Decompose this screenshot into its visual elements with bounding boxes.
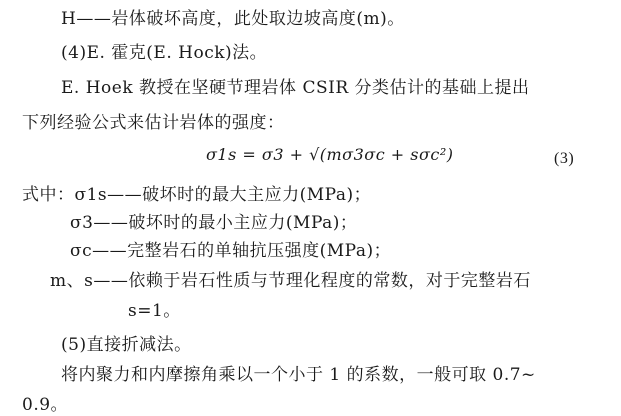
text-line-6: σ3——破坏时的最小主应力(MPa)； bbox=[70, 213, 358, 233]
text-line-9: s=1。 bbox=[128, 301, 181, 321]
equation-number: (3) bbox=[554, 150, 575, 167]
formula: σ1s = σ3 + √(mσ3σc + sσc²) bbox=[206, 145, 454, 164]
text-line-3: E. Hoek 教授在坚硬节理岩体 CSIR 分类估计的基础上提出 bbox=[61, 78, 530, 98]
text-line-12: 0.9。 bbox=[22, 395, 69, 415]
text-line-10: (5)直接折减法。 bbox=[61, 335, 192, 355]
text-line-5: 式中：σ1s——破坏时的最大主应力(MPa)； bbox=[22, 185, 372, 205]
text-line-1: H——岩体破坏高度，此处取边坡高度(m)。 bbox=[61, 9, 405, 29]
text-line-11: 将内聚力和内摩擦角乘以一个小于 1 的系数，一般可取 0.7~ bbox=[61, 365, 536, 385]
text-line-8: m、s——依赖于岩石性质与节理化程度的常数，对于完整岩石 bbox=[50, 271, 531, 291]
text-line-4: 下列经验公式来估计岩体的强度： bbox=[22, 113, 285, 133]
text-line-7: σc——完整岩石的单轴抗压强度(MPa)； bbox=[70, 241, 392, 261]
text-line-2: (4)E. 霍克(E. Hock)法。 bbox=[61, 43, 268, 63]
